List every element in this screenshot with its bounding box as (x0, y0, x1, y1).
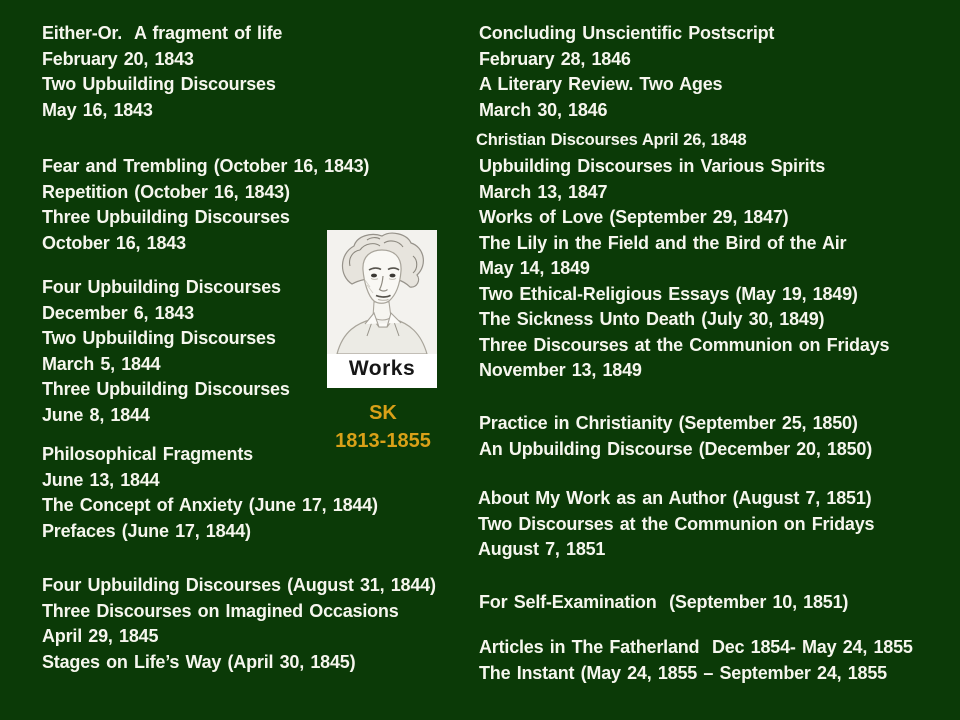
work-entry: An Upbuilding Discourse (December 20, 1850) (479, 438, 873, 459)
work-entry: October 16, 1843 (42, 232, 186, 253)
work-entry: Three Discourses at the Communion on Fridays (479, 334, 890, 355)
works-list-right-block-5 (478, 486, 874, 563)
work-entry: Two Discourses at the Communion on Fridays (478, 513, 875, 534)
work-entry: Christian Discourses April 26, 1848 (476, 131, 747, 149)
works-list-right-block-2 (476, 128, 746, 154)
work-entry: April 29, 1845 (42, 626, 159, 646)
works-list-right-block-1 (479, 21, 774, 123)
portrait-caption: Works (348, 357, 416, 380)
kierkegaard-portrait-sketch-icon (327, 230, 437, 354)
work-entry: The Instant (May 24, 1855 – September 24, 1855 (479, 662, 887, 683)
works-list-right-block-4 (479, 411, 872, 462)
work-entry: Three Upbuilding Discourses (42, 207, 290, 227)
works-list-right-block-6 (479, 590, 848, 616)
author-label (317, 399, 449, 455)
work-entry: November 13, 1849 (479, 360, 642, 380)
work-entry: Articles in The Fatherland Dec 1854- May 24, 1855 (479, 637, 913, 657)
work-entry: March 13, 1847 (479, 181, 608, 202)
work-entry: August 7, 1851 (478, 539, 606, 559)
work-entry: Two Upbuilding Discourses (42, 74, 276, 94)
works-list-left-block-5 (42, 573, 436, 675)
work-entry: Stages on Life’s Way (April 30, 1845) (42, 651, 356, 672)
work-entry: Four Upbuilding Discourses (August 31, 1844) (42, 575, 436, 595)
work-entry: March 30, 1846 (479, 99, 608, 120)
work-entry: For Self-Examination (September 10, 1851) (479, 592, 849, 612)
author-initials: SK (369, 402, 397, 424)
work-entry: Concluding Unscientific Postscript (479, 23, 775, 43)
work-entry: Either-Or. A fragment of life (42, 23, 283, 43)
works-list-left-block-3 (42, 275, 290, 428)
work-entry: June 13, 1844 (42, 469, 160, 490)
works-list-left-block-4 (42, 442, 378, 544)
works-list-right-block-7 (479, 635, 913, 686)
work-entry: Repetition (October 16, 1843) (42, 181, 290, 202)
work-entry: March 5, 1844 (42, 353, 161, 374)
work-entry: Upbuilding Discourses in Various Spirits (479, 156, 826, 176)
work-entry: Fear and Trembling (October 16, 1843) (42, 156, 370, 176)
work-entry: February 20, 1843 (42, 48, 194, 69)
work-entry: Philosophical Fragments (42, 444, 253, 464)
portrait-card (327, 230, 437, 388)
author-years: 1813-1855 (335, 430, 431, 452)
work-entry: The Lily in the Field and the Bird of the Air (479, 232, 847, 253)
work-entry: Practice in Christianity (September 25, 1850) (479, 413, 858, 433)
work-entry: Two Ethical-Religious Essays (May 19, 1849) (479, 283, 858, 304)
work-entry: The Sickness Unto Death (July 30, 1849) (479, 309, 825, 329)
work-entry: Three Upbuilding Discourses (42, 379, 290, 399)
works-list-left-block-1 (42, 21, 282, 123)
work-entry: A Literary Review. Two Ages (479, 74, 723, 94)
work-entry: About My Work as an Author (August 7, 1851) (478, 488, 872, 508)
works-list-left-block-2 (42, 154, 369, 256)
work-entry: Three Discourses on Imagined Occasions (42, 600, 399, 621)
work-entry: The Concept of Anxiety (June 17, 1844) (42, 495, 378, 515)
work-entry: December 6, 1843 (42, 302, 194, 323)
works-list-right-block-3 (479, 154, 889, 384)
work-entry: Two Upbuilding Discourses (42, 328, 276, 348)
work-entry: Works of Love (September 29, 1847) (479, 207, 789, 227)
work-entry: May 16, 1843 (42, 99, 153, 120)
work-entry: June 8, 1844 (42, 404, 150, 425)
work-entry: May 14, 1849 (479, 258, 590, 278)
work-entry: Four Upbuilding Discourses (42, 277, 281, 297)
work-entry: Prefaces (June 17, 1844) (42, 520, 251, 541)
work-entry: February 28, 1846 (479, 48, 631, 69)
